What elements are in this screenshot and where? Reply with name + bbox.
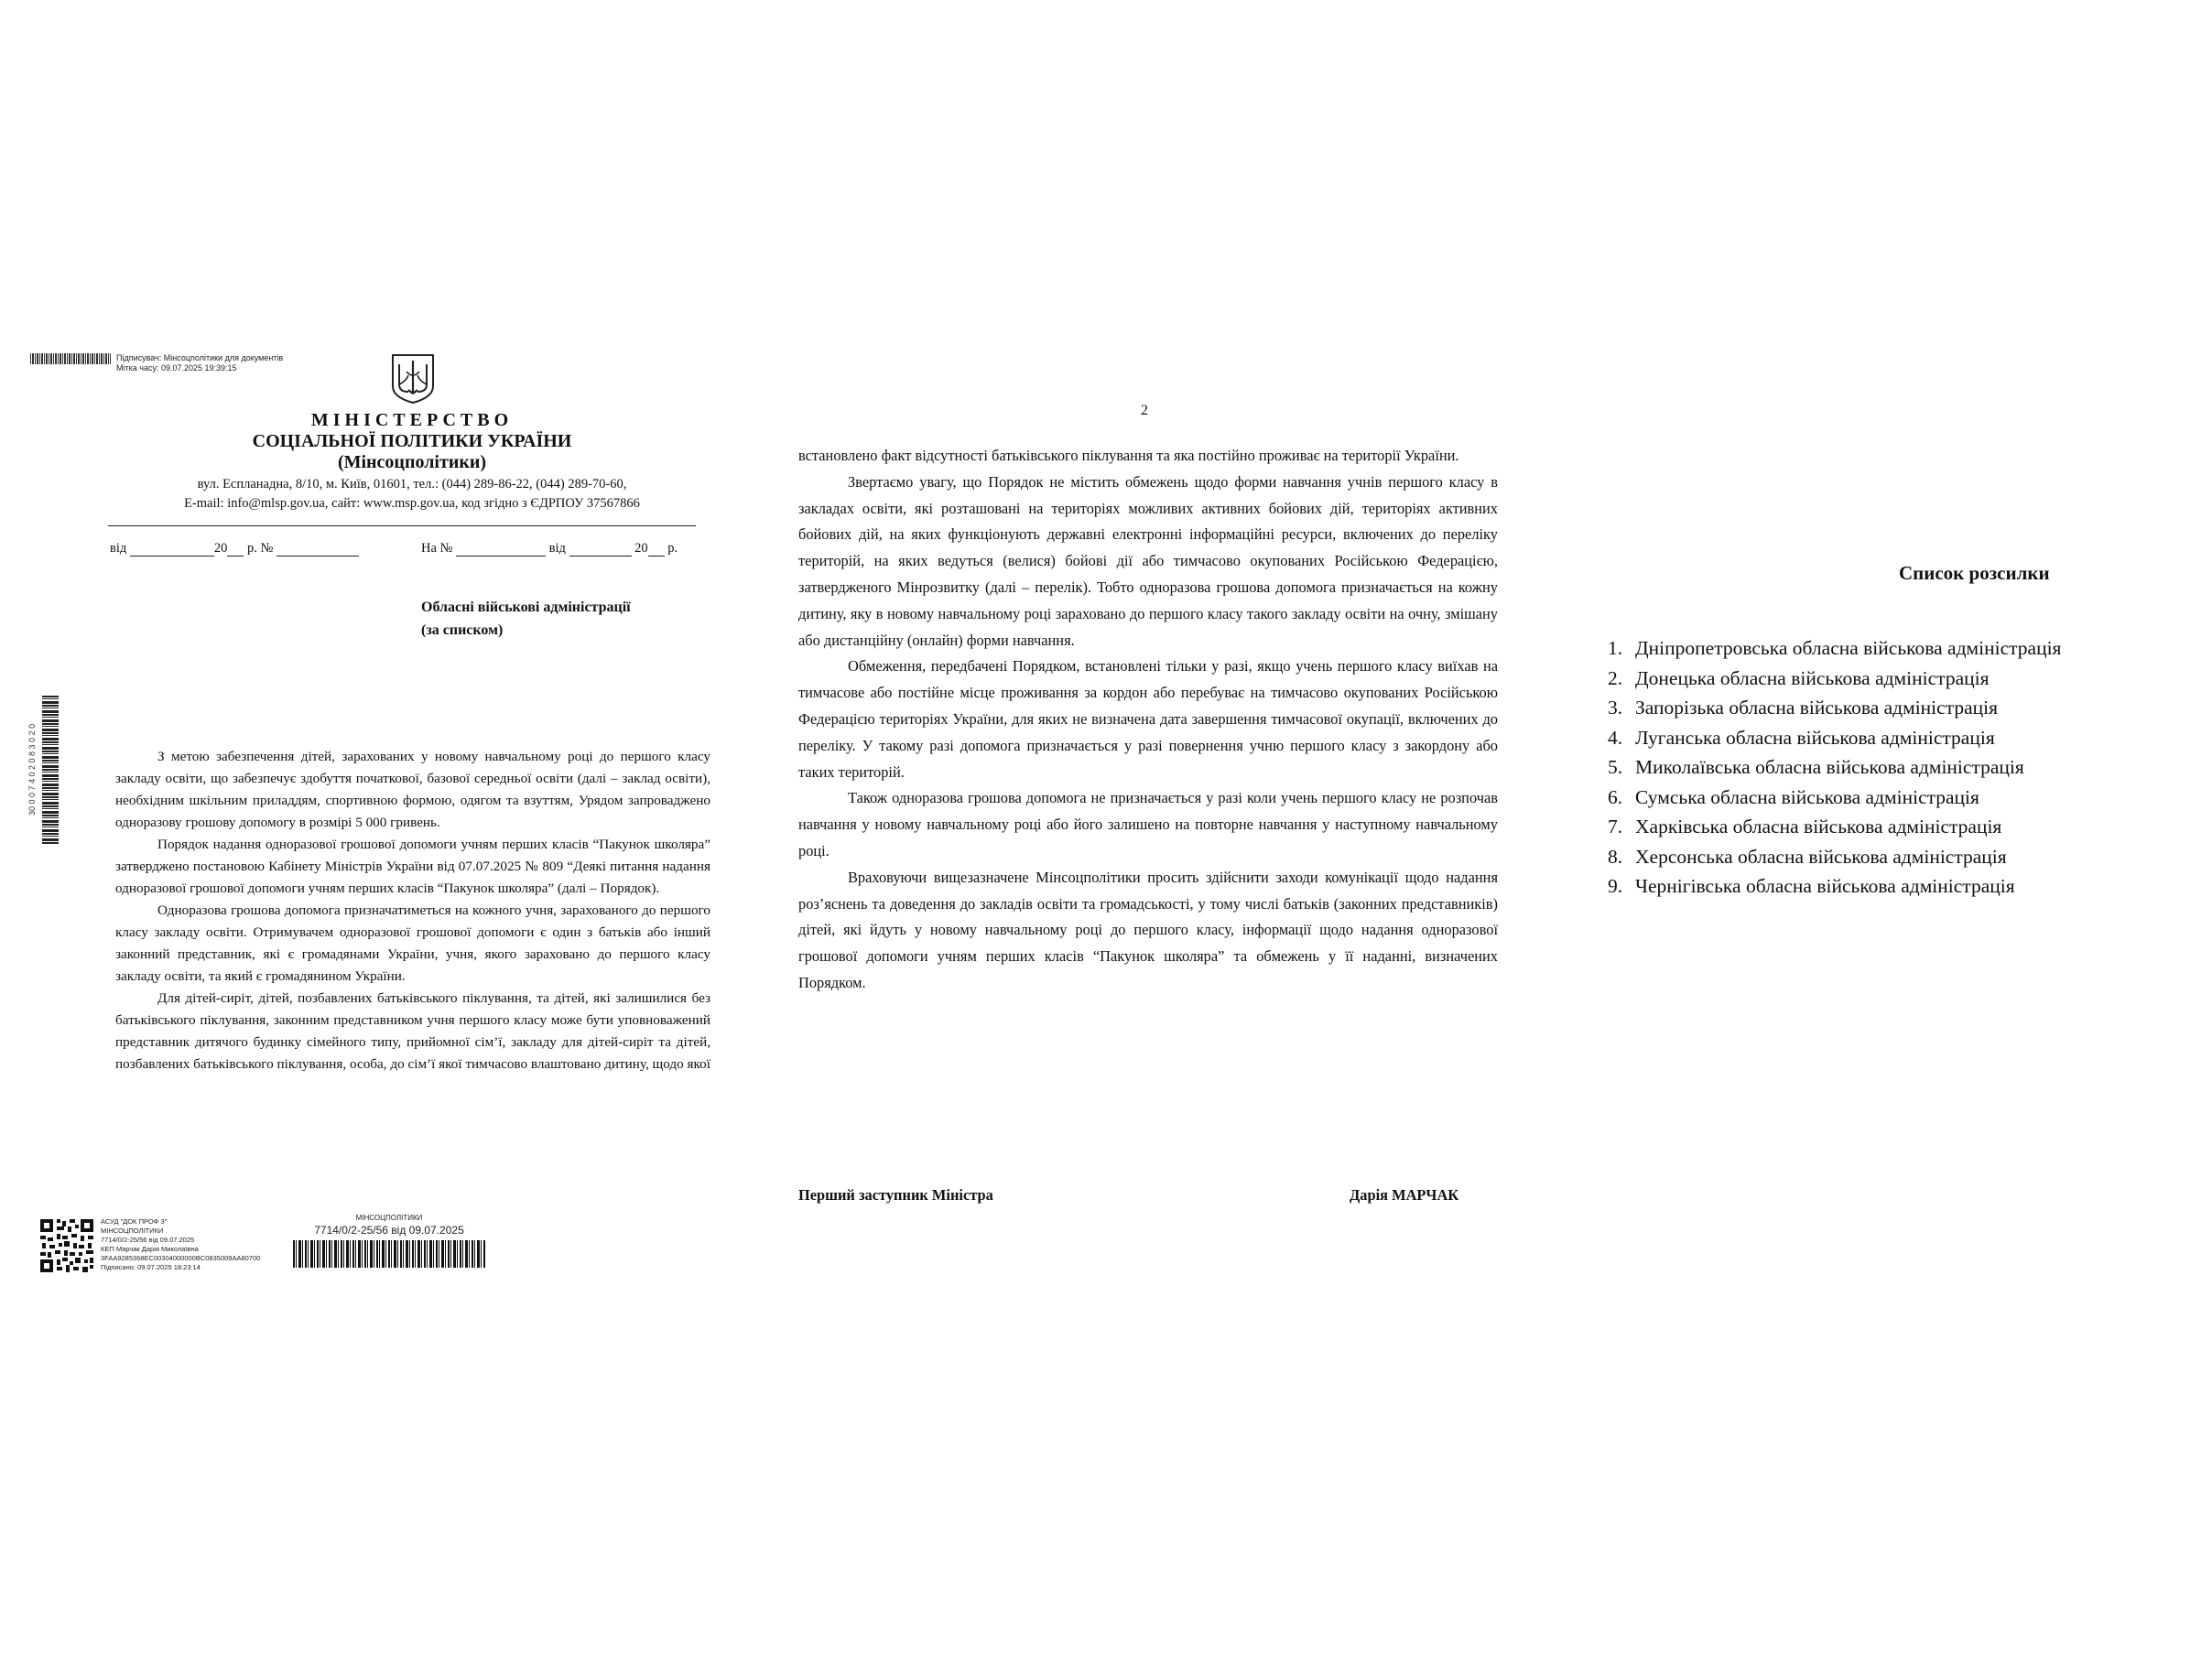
list-item: 9. Чернігівська обласна військова адміністрація xyxy=(1608,875,2015,897)
paragraph: Порядок надання одноразової грошової допомоги учням перших класів “Пакунок школяра” затверджено постановою Кабінету Міністрів України від 07.07.2025 № 809 “Деякі питання надання одноразової грошової допомоги учням перших класів “Пакунок школяра” (далі – Порядок). xyxy=(115,837,710,896)
list-item: 4. Луганська обласна військова адміністрація xyxy=(1608,726,1995,749)
signer-title: Перший заступник Міністра xyxy=(798,1186,993,1204)
header-divider xyxy=(108,525,696,526)
distribution-list-title: Список розсилки xyxy=(1899,562,2050,584)
registration-barcode xyxy=(293,1240,485,1268)
sidebar-barcode xyxy=(42,696,59,844)
ministry-contacts xyxy=(110,475,714,513)
registration-barcode-block xyxy=(293,1214,485,1268)
paragraph: Також одноразова грошова допомога не призначається у разі коли учень першого класу не розпочав навчання у новому навчальному році або його залишено на повторне навчання у наступному навчальному році. xyxy=(798,789,1498,859)
outgoing-registration: від 20 р. № xyxy=(110,541,359,557)
ministry-email-site: E-mail: info@mlsp.gov.ua, сайт: www.msp.gov.ua, код згідно з ЄДРПОУ 37567866 xyxy=(184,496,640,511)
paragraph: Для дітей-сиріт, дітей, позбавлених батьківського піклування, та дітей, які залишилися без батьківського піклування, законним представником учня першого класу може бути уповноважений представник дитячого будинку сімейного типу, прийомної сім’ї, закладу для дітей-сиріт та дітей, позбавлених батьківського піклування, особа, до сім’ї якої тимчасово влаштовано дитину, щодо якої xyxy=(115,990,710,1072)
registration-number: 7714/0/2-25/56 від 09.07.2025 xyxy=(314,1224,464,1237)
list-item: 6. Сумська обласна військова адміністрація xyxy=(1608,785,1979,808)
list-item: 3. Запорізька обласна військова адміністрація xyxy=(1608,697,1999,719)
signature-signer: Підписувач: Мінсоцполітики для документів xyxy=(116,353,284,362)
distribution-list xyxy=(1608,633,2061,902)
ministry-name xyxy=(110,410,714,473)
signature-code-mark xyxy=(30,353,111,364)
ministry-address: вул. Еспланадна, 8/10, м. Київ, 01601, тел.: (044) 289-86-22, (044) 289-70-60, xyxy=(197,477,627,492)
ministry-short-name: (Мінсоцполітики) xyxy=(337,452,487,472)
addressee xyxy=(421,596,631,642)
sidebar-registration-code: 30 0 0 7 4 0 2 0 8 3 0 2 0 xyxy=(27,723,37,816)
signature-timestamp: Мітка часу: 09.07.2025 19:39:15 xyxy=(116,363,237,373)
document-system-meta: АСУД "ДОК ПРОФ 3" МІНСОЦПОЛІТИКИ 7714/0/2-25/56 від 09.07.2025 КЕП Марчак Дарія Миколаївна 3FAA9285368EC00304000000BC0835009AA80700 Підписано: 09.07.2025 18:23:14 xyxy=(101,1217,261,1271)
list-item: 2. Донецька обласна військова адміністрація xyxy=(1608,666,1990,689)
paragraph: встановлено факт відсутності батьківського піклування та яка постійно проживає на території України. xyxy=(798,447,1459,464)
qr-code-icon xyxy=(38,1217,95,1274)
list-item: 5. Миколаївська обласна військова адміністрація xyxy=(1608,756,2024,778)
list-item: 7. Харківська обласна військова адміністрація xyxy=(1608,816,2002,838)
addressee-line-2: (за списком) xyxy=(421,622,504,638)
signer-name: Дарія МАРЧАК xyxy=(1350,1186,1459,1204)
paragraph: Звертаємо увагу, що Порядок не містить обмежень щодо форми навчання учнів першого класу в закладах освіти, які розташовані на територіях можливих активних бойових дій, територіях активних бойових дій, на яких функціонують державні електронні інформаційні ресурси, включених до переліку територій, на яких ведуться (велися) бойові дії або тимчасово окупованих Російською Федерацією, затвердженого Мінрозвитку (далі – перелік). Тобто одноразова грошова допомога призначається на кожну дитину, яку в новому навчальному році зараховано до першого класу такого закладу освіти на очну, змішану або дистанційну (онлайн) форми навчання. xyxy=(798,472,1498,649)
coat-of-arms-icon xyxy=(388,353,438,405)
registration-caption: МІНСОЦПОЛІТИКИ xyxy=(355,1214,423,1222)
list-item: 1. Дніпропетровська обласна військова адміністрація xyxy=(1608,637,2062,659)
letter-body-page-1 xyxy=(115,746,710,1075)
letter-page-1 xyxy=(0,0,732,1675)
paragraph: Враховуючи вищезазначене Мінсоцполітики просить здійснити заходи комунікації щодо надання роз’яснень та доведення до закладів освіти та громадськості, у тому числі батьків (законних представників) дітей, які йдуть у новому навчальному році до першого класу, інформації щодо надання одноразової грошової допомоги учням перших класів “Пакунок школяра” та обмежень у її наданні, визначених Порядком. xyxy=(798,868,1498,991)
paragraph: З метою забезпечення дітей, зарахованих у новому навчальному році до першого класу закладу освіти, що забезпечує здобуття початкової, базової середньої освіти (далі – заклад освіти), необхідним шкільним приладдям, спортивною формою, одягом та взуттям, Урядом запроваджено одноразову грошову допомогу в розмірі 5 000 гривень. xyxy=(115,749,710,830)
ministry-line-2: СОЦІАЛЬНОЇ ПОЛІТИКИ УКРАЇНИ xyxy=(252,431,572,451)
ministry-line-1: МІНІСТЕРСТВО xyxy=(310,410,514,430)
list-item: 8. Херсонська обласна військова адміністрація xyxy=(1608,845,2007,868)
addressee-line-1: Обласні військові адміністрації xyxy=(421,600,631,615)
paragraph: Обмеження, передбачені Порядком, встановлені тільки у разі, якщо учень першого класу виїхав на тимчасове або постійне місце проживання за кордон або перебуває на тимчасово окупованих Російською Федерацією територіях України, для яких не визначена дата завершення тимчасової окупації, включених до переліку. У такому разі допомога призначається у разі повернення учню першого класу з закордону або таких територій. xyxy=(798,657,1498,781)
incoming-registration: На № від 20 р. xyxy=(421,541,678,556)
page-number: 2 xyxy=(1141,403,1148,418)
letter-body-page-2 xyxy=(798,443,1498,997)
digital-signature-stamp xyxy=(30,353,283,373)
paragraph: Одноразова грошова допомога призначатиметься на кожного учня, зарахованого до першого класу закладу освіти. Отримувачем одноразової грошової допомоги є один з батьків або інший законний представник, які є громадянами України, учня, якого зараховано до першого класу закладу освіти, та який є громадянином України. xyxy=(115,902,710,984)
